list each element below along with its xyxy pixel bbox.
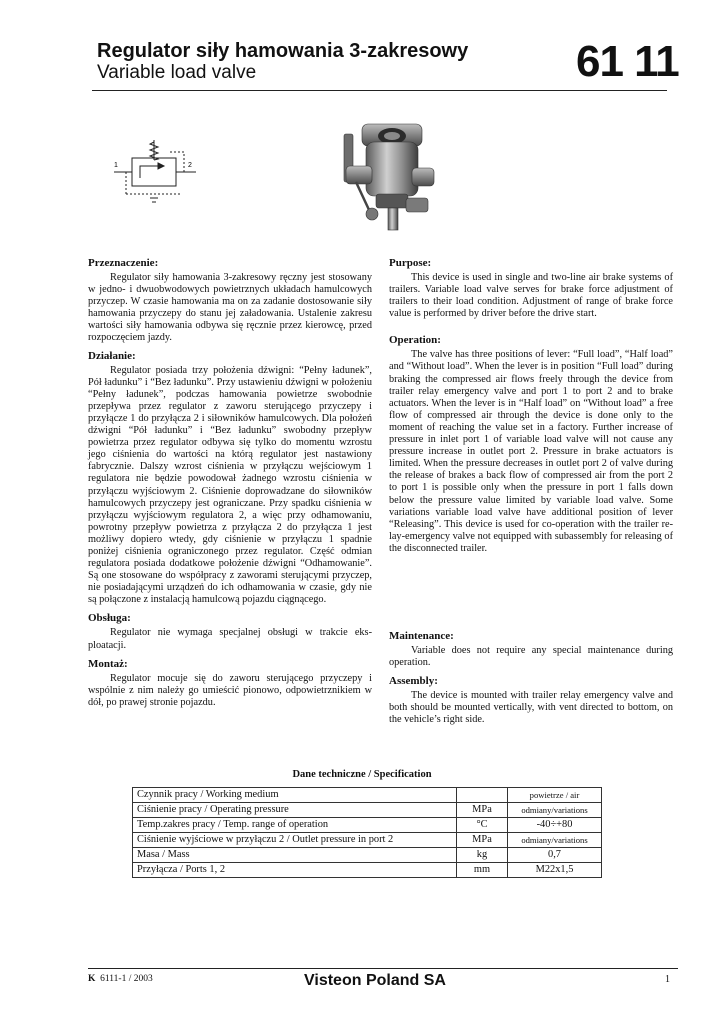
spec-heading: Dane techniczne / Specification [292,769,432,780]
text-obsluga: Regulator nie wymaga specjalnej obsługi w trakcie eksploatacji. [88,627,372,651]
spec-label: Ciśnienie pracy / Operating pressure [133,803,457,818]
spec-label: Masa / Mass [133,848,457,863]
heading-obsluga: Obsługa: [88,612,131,625]
spec-value: M22x1,5 [508,863,602,878]
text-przeznaczenie: Regulator siły hamowania 3-zakresowy ręczny jest stosowany w jedno- i dwuobwodowych powietrznych układach hamulcowych przyczep. W czasie hamowania ma on za zadanie dostosowanie siły hamowania przyczepy do stanu jej załadowania. Ustalenie zakresu wartości siły hamowania odbywa się ręcznie przez kierowcę, przed rozpoczęciem jazdy. [88,272,372,344]
port-1-label: 1 [114,162,118,169]
doc-prefix: K [88,974,96,984]
spec-unit [457,788,508,803]
spec-table [132,787,602,878]
spec-value: powietrze / air [508,788,602,803]
spec-unit: mm [457,863,508,878]
header-rule [92,90,667,91]
footer-rule [88,968,678,969]
spec-value: odmiany/variations [508,833,602,848]
page-number: 1 [665,974,670,985]
spec-row [133,818,602,833]
heading-assembly: Assembly: [389,675,438,688]
spec-row [133,833,602,848]
pneumatic-symbol-diagram [112,138,198,210]
text-maintenance: Variable does not require any special maintenance during operation. [389,645,673,669]
text-operation: The valve has three positions of lever: “Full load”, “Half load” and “Without load”. When the lever is in position “Full load” during braking the compressed air flows freely through the device from trailer relay emergency valve and port 1 to port 2 and to brake actuators. When the lever is in “Half load” on “Without load” a free flow of compressed air through the device is done only to the moment of reaching the value set in a factory. Further increase of pressure in inlet port 1 of variable load valve will not cause any pressure increase in outlet port 2. Pressure in brake actuators is limited. When the pressure decreases in outlet port 2 of valve during the release of brakes a back flow of compressed air from the port 2 to port 1 is possible only when the pressure in port 1 falls down below the pressure value limited by variable load valve. Some variations variable load valve have additional position of lever “Releasing”. This device is used for co-operation with the trailer relay-emergency valve not equipped with subassembly for releasing of the disconnected trailer. [389,349,673,554]
port-2-label: 2 [188,162,192,169]
spec-row [133,863,602,878]
spec-row [133,848,602,863]
spec-label: Temp.zakres pracy / Temp. range of operation [133,818,457,833]
doc-code-text: 6111-1 / 2003 [100,974,153,984]
spec-value: -40÷+80 [508,818,602,833]
company-name: Visteon Poland SA [304,972,446,989]
spec-unit: MPa [457,803,508,818]
spec-label: Czynnik pracy / Working medium [133,788,457,803]
heading-montaz: Montaż: [88,657,128,670]
heading-maintenance: Maintenance: [389,630,454,642]
title-pl: Regulator siły hamowania 3-zakresowy [97,40,469,62]
spec-label: Przyłącza / Ports 1, 2 [133,863,457,878]
text-dzialanie: Regulator posiada trzy położenia dźwigni: “Pełny ładunek”, Pół ładunku” i “Bez ładunku”. Przy ustawieniu dźwigni w położeniu “Pełny ładunek”, podczas hamowania powietrze swobodnie przepływa przez regulator z zaworu sterującego przyczepy i przyłącze 1 do przyłącza 2 i siłowników hamulcowych. Dla położeń dźwigni “Pół ładunku” i “Bez ładunku” swobodny przepływ powietrza przez regulator odbywa się tylko do momentu wzrostu jego ciśnienia do wartości na którą regulator jest nastawiony fabrycznie. Dalszy wzrost ciśnienia w przyłączu wejściowym 1 regulatora nie będzie powodował żadnego wzrostu ciśnienia w przyłączu wyjściowym 2. Ciśnienie doprowadzane do siłowników hamulcowych przyczepy jest ograniczane. Przy spadku ciśnienia w przyłączu wyjściowym regulatora 2, a więc przy odhamowaniu, powrotny przepływ powietrza z przyłącza 2 do przyłącza 1 jest możliwy dopiero wtedy, gdy ciśnienie w przyłączu 1 spadnie poniżej ciśnienia ograniczonego przez regulator. Część odmian regulatora posiada dodatkowe położenie dźwigni “Odhamowanie”. Są one stosowane do współpracy z zaworami sterującymi przyczep, nie posiadającymi urządzeń do ich odhamowania w czasie, gdy nie są połączone z instalacją hamulcową pojazdu ciągnącego. [88,364,372,606]
spec-unit: °C [457,818,508,833]
heading-operation: Operation: [389,334,441,347]
heading-dzialanie: Działanie: [88,349,136,362]
column-english-lower [389,630,673,726]
valve-photo [326,120,446,240]
doc-code [88,974,153,984]
spec-row [133,788,602,803]
heading-przeznaczenie: Przeznaczenie: [88,257,159,269]
column-english [389,257,673,555]
column-polish [88,257,372,709]
spec-unit: kg [457,848,508,863]
spec-unit: MPa [457,833,508,848]
heading-purpose: Purpose: [389,257,432,269]
title-en: Variable load valve [97,62,257,83]
spec-label: Ciśnienie wyjściowe w przyłączu 2 / Outlet pressure in port 2 [133,833,457,848]
catalog-number: 61 11 [576,37,679,86]
text-montaz: Regulator mocuje się do zaworu sterującego przyczepy i wspólnie z nim należy go umieścić pionowo, odpowietrznikiem w dół, po prawej stronie pojazdu. [88,672,372,708]
text-assembly: The device is mounted with trailer relay emergency valve and both should be mounted vertically, with vent directed to bottom, on the vehicle’s right side. [389,690,673,726]
spec-value: odmiany/variations [508,803,602,818]
spec-value: 0,7 [508,848,602,863]
spec-row [133,803,602,818]
text-purpose: This device is used in single and two-line air brake systems of trailers. Variable load valve serves for brake force adjustment of trailers to their load condition. Adjustment of range of brake force value is performed by driver before the drive start. [389,272,673,320]
